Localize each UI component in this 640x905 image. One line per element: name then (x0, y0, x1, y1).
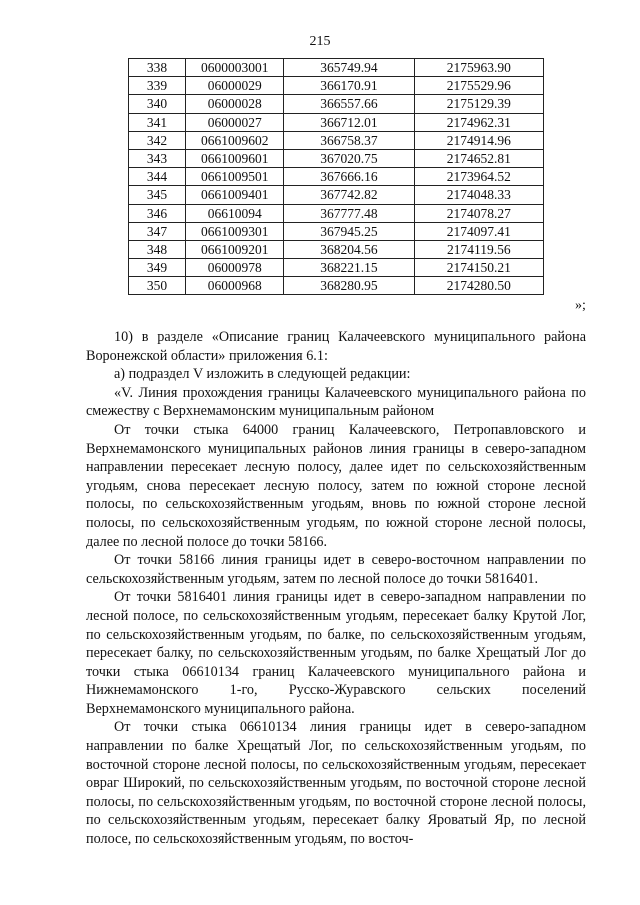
table-row (129, 95, 544, 113)
y-coordinate-cell: 2174914.96 (414, 131, 543, 149)
y-coordinate-cell: 2175529.96 (414, 77, 543, 95)
point-number-cell: 338 (129, 59, 186, 77)
paragraph-point-64000: От точки стыка 64000 границ Калачеевского, Петропавловского и Верхнемамонского муниципальных районов линия границы в северо-западном направлении пересекает лесную полосу, далее идет по сельскохозяйственным угодьям, снова пересекает лесную полосу, затем по южной стороне лесной полосы, по сельскохозяйственным угодьям, вновь по южной стороне лесной полосы, по сельскохозяйственным угодьям, по южной стороне лесной полосы, далее по лесной полосе до точки 58166. (86, 421, 586, 550)
table-row (129, 186, 544, 204)
point-number-cell: 340 (129, 95, 186, 113)
x-coordinate-cell: 368204.56 (284, 240, 414, 258)
point-number-cell: 348 (129, 240, 186, 258)
y-coordinate-cell: 2175129.39 (414, 95, 543, 113)
table-row (129, 77, 544, 95)
paragraph-point-06610134: От точки стыка 06610134 линия границы идет в северо-западном направлении по балке Хрещатый Лог, по сельскохозяйственным угодьям, по восточной стороне лесной полосы, по сельскохозяйственным угодьям, пересекает овраг Широкий, по сельскохозяйственным угодьям, по восточной стороне лесной полосы, по сельскохозяйственным угодьям, по восточной стороне лесной полосы, по сельскохозяйственным угодьям, пересекает балку Яроватый Яр, по лесной полосе, по сельскохозяйственным угодьям, по восточ- (86, 719, 586, 848)
point-code-cell: 0661009401 (186, 186, 284, 204)
point-number-cell: 346 (129, 204, 186, 222)
paragraph-section-10: 10) в разделе «Описание границ Калачеевского муниципального района Воронежской области» приложения 6.1: (86, 329, 586, 364)
x-coordinate-cell: 367945.25 (284, 222, 414, 240)
table-row (129, 168, 544, 186)
point-code-cell: 0661009601 (186, 149, 284, 167)
y-coordinate-cell: 2174150.21 (414, 259, 543, 277)
table-closing-quote: »; (575, 298, 586, 313)
x-coordinate-cell: 366712.01 (284, 113, 414, 131)
point-number-cell: 350 (129, 277, 186, 295)
point-code-cell: 0661009501 (186, 168, 284, 186)
x-coordinate-cell: 367666.16 (284, 168, 414, 186)
point-code-cell: 06000027 (186, 113, 284, 131)
y-coordinate-cell: 2174652.81 (414, 149, 543, 167)
page-number: 215 (309, 34, 331, 49)
x-coordinate-cell: 366170.91 (284, 77, 414, 95)
table-row (129, 240, 544, 258)
point-code-cell: 0661009602 (186, 131, 284, 149)
point-code-cell: 0661009301 (186, 222, 284, 240)
y-coordinate-cell: 2173964.52 (414, 168, 543, 186)
table-row (129, 149, 544, 167)
x-coordinate-cell: 368280.95 (284, 277, 414, 295)
point-number-cell: 345 (129, 186, 186, 204)
x-coordinate-cell: 367777.48 (284, 204, 414, 222)
table-row (129, 277, 544, 295)
point-number-cell: 344 (129, 168, 186, 186)
x-coordinate-cell: 365749.94 (284, 59, 414, 77)
x-coordinate-cell: 366758.37 (284, 131, 414, 149)
point-code-cell: 06000028 (186, 95, 284, 113)
y-coordinate-cell: 2174119.56 (414, 240, 543, 258)
table-row (129, 222, 544, 240)
paragraph-subsection-a: а) подраздел V изложить в следующей редакции: (114, 366, 411, 383)
point-number-cell: 347 (129, 222, 186, 240)
x-coordinate-cell: 368221.15 (284, 259, 414, 277)
point-code-cell: 06000978 (186, 259, 284, 277)
point-number-cell: 342 (129, 131, 186, 149)
point-number-cell: 349 (129, 259, 186, 277)
paragraph-point-5816401: От точки 5816401 линия границы идет в северо-западном направлении по лесной полосе, по сельскохозяйственным угодьям, пересекает балку Крутой Лог, по сельскохозяйственным угодьям, по балке, по сельскохозяйственным угодьям, пересекает балку, по сельскохозяйственным угодьям, по балке Хрещатый Лог до точки стыка 06610134 границ Калачеевского муниципального района и Нижнемамонского 1-го, Русско-Журавского сельских поселений Верхнемамонского муниципального района. (86, 589, 586, 717)
y-coordinate-cell: 2175963.90 (414, 59, 543, 77)
table-row (129, 204, 544, 222)
y-coordinate-cell: 2174078.27 (414, 204, 543, 222)
point-code-cell: 0600003001 (186, 59, 284, 77)
coordinates-table (128, 58, 544, 295)
paragraph-subsection-title: «V. Линия прохождения границы Калачеевского муниципального района по смежеству с Верхнемамонским муниципальным районом (86, 384, 586, 420)
point-code-cell: 06000968 (186, 277, 284, 295)
y-coordinate-cell: 2174962.31 (414, 113, 543, 131)
table-row (129, 131, 544, 149)
y-coordinate-cell: 2174048.33 (414, 186, 543, 204)
x-coordinate-cell: 367020.75 (284, 149, 414, 167)
y-coordinate-cell: 2174097.41 (414, 222, 543, 240)
point-number-cell: 339 (129, 77, 186, 95)
point-number-cell: 341 (129, 113, 186, 131)
table-row (129, 59, 544, 77)
y-coordinate-cell: 2174280.50 (414, 277, 543, 295)
table-row (129, 259, 544, 277)
body-text (86, 328, 586, 849)
point-number-cell: 343 (129, 149, 186, 167)
paragraph-point-58166: От точки 58166 линия границы идет в северо-восточном направлении по сельскохозяйственным угодьям, затем по лесной полосе до точки 5816401. (86, 552, 586, 587)
point-code-cell: 0661009201 (186, 240, 284, 258)
x-coordinate-cell: 367742.82 (284, 186, 414, 204)
x-coordinate-cell: 366557.66 (284, 95, 414, 113)
point-code-cell: 06000029 (186, 77, 284, 95)
table-row (129, 113, 544, 131)
point-code-cell: 06610094 (186, 204, 284, 222)
